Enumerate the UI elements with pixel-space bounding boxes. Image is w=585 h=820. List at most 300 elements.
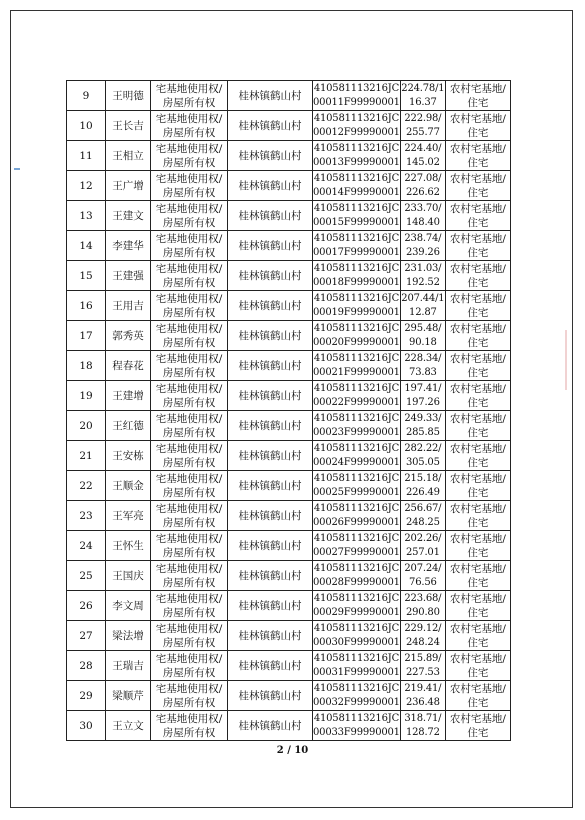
location-cell: [228, 681, 313, 711]
location-cell: [228, 141, 313, 171]
right-type-line: 房屋所有权: [162, 546, 216, 559]
row-number-cell: [67, 351, 106, 381]
land-use-cell: [445, 351, 510, 381]
table-row: [67, 441, 511, 471]
land-use-line: 农村宅基地/: [449, 652, 506, 665]
right-type-cell: [151, 591, 228, 621]
unit-code-line: 410581113216JC: [313, 142, 400, 154]
land-use-cell: [445, 141, 510, 171]
table-row: [67, 501, 511, 531]
land-use-line: 住宅: [467, 156, 489, 169]
location-line: 桂林镇鹤山村: [238, 89, 302, 102]
unit-code-cell: [313, 531, 401, 561]
unit-code-line: 410581113216JC: [313, 712, 400, 724]
unit-code-cell: [313, 291, 401, 321]
area-line: 224.40/: [404, 142, 442, 154]
right-type-cell: [151, 231, 228, 261]
owner-name-cell: [106, 171, 151, 201]
land-use-cell: [445, 621, 510, 651]
owner-name-line: 王长吉: [112, 119, 144, 132]
unit-code-cell: [313, 471, 401, 501]
land-use-cell: [445, 711, 510, 741]
row-number-line: 14: [79, 239, 93, 252]
right-type-line: 宅基地使用权/: [155, 142, 223, 155]
owner-name-line: 王建文: [112, 209, 144, 222]
owner-name-cell: [106, 471, 151, 501]
area-cell: [400, 351, 445, 381]
area-line: 222.98/: [404, 112, 442, 124]
row-number-line: 30: [79, 719, 93, 732]
table-row: [67, 291, 511, 321]
unit-code-line: 410581113216JC: [313, 82, 400, 94]
unit-code-line: 410581113216JC: [313, 172, 400, 184]
land-use-line: 农村宅基地/: [449, 532, 506, 545]
area-line: 148.40: [405, 216, 440, 228]
area-line: 233.70/: [404, 202, 442, 214]
owner-name-line: 王立文: [112, 719, 144, 732]
row-number-cell: [67, 381, 106, 411]
location-line: 桂林镇鹤山村: [238, 659, 302, 672]
area-line: 224.78/1: [401, 82, 445, 94]
area-cell: [400, 711, 445, 741]
unit-code-line: 00025F99990001: [313, 486, 400, 498]
row-number-cell: [67, 201, 106, 231]
table-row: [67, 261, 511, 291]
land-use-cell: [445, 531, 510, 561]
land-use-line: 农村宅基地/: [449, 442, 506, 455]
land-use-line: 住宅: [467, 456, 489, 469]
row-number-cell: [67, 141, 106, 171]
right-type-line: 宅基地使用权/: [155, 262, 223, 275]
location-line: 桂林镇鹤山村: [238, 719, 302, 732]
unit-code-line: 410581113216JC: [313, 382, 400, 394]
unit-code-line: 00029F99990001: [313, 606, 400, 618]
location-line: 桂林镇鹤山村: [238, 299, 302, 312]
owner-name-line: 王顺金: [112, 479, 144, 492]
unit-code-line: 00024F99990001: [313, 456, 400, 468]
unit-code-cell: [313, 621, 401, 651]
right-type-line: 宅基地使用权/: [155, 562, 223, 575]
unit-code-cell: [313, 261, 401, 291]
area-line: 227.53: [405, 666, 440, 678]
land-use-line: 农村宅基地/: [449, 412, 506, 425]
area-cell: [400, 141, 445, 171]
right-type-line: 宅基地使用权/: [155, 712, 223, 725]
area-cell: [400, 261, 445, 291]
land-use-cell: [445, 471, 510, 501]
table-row: [67, 381, 511, 411]
right-type-line: 宅基地使用权/: [155, 502, 223, 515]
area-line: 305.05: [405, 456, 440, 468]
area-cell: [400, 591, 445, 621]
table-row: [67, 171, 511, 201]
owner-name-line: 王军亮: [112, 509, 144, 522]
unit-code-cell: [313, 711, 401, 741]
land-use-cell: [445, 651, 510, 681]
row-number-line: 18: [79, 359, 93, 372]
area-line: 295.48/: [404, 322, 442, 334]
area-line: 207.44/1: [401, 292, 445, 304]
right-type-cell: [151, 291, 228, 321]
owner-name-line: 王建强: [112, 269, 144, 282]
unit-code-line: 00017F99990001: [313, 246, 400, 258]
row-number-line: 10: [79, 119, 93, 132]
unit-code-line: 00027F99990001: [313, 546, 400, 558]
right-type-line: 宅基地使用权/: [155, 232, 223, 245]
land-use-cell: [445, 441, 510, 471]
right-type-cell: [151, 681, 228, 711]
unit-code-line: 410581113216JC: [313, 592, 400, 604]
right-type-line: 宅基地使用权/: [155, 412, 223, 425]
owner-name-line: 王明德: [112, 89, 144, 102]
land-use-line: 住宅: [467, 636, 489, 649]
location-line: 桂林镇鹤山村: [238, 599, 302, 612]
owner-name-cell: [106, 591, 151, 621]
unit-code-cell: [313, 651, 401, 681]
area-line: 231.03/: [404, 262, 442, 274]
unit-code-line: 410581113216JC: [313, 562, 400, 574]
right-type-line: 房屋所有权: [162, 636, 216, 649]
land-use-line: 住宅: [467, 96, 489, 109]
right-type-line: 宅基地使用权/: [155, 352, 223, 365]
location-cell: [228, 591, 313, 621]
unit-code-cell: [313, 171, 401, 201]
right-type-cell: [151, 351, 228, 381]
land-use-cell: [445, 231, 510, 261]
owner-name-line: 郭秀英: [112, 329, 144, 342]
row-number-cell: [67, 681, 106, 711]
area-line: 285.85: [405, 426, 440, 438]
unit-code-line: 00022F99990001: [313, 396, 400, 408]
row-number-cell: [67, 591, 106, 621]
area-line: 229.12/: [404, 622, 442, 634]
right-type-line: 房屋所有权: [162, 426, 216, 439]
right-type-line: 房屋所有权: [162, 576, 216, 589]
location-cell: [228, 651, 313, 681]
area-line: 226.49: [405, 486, 440, 498]
land-use-line: 农村宅基地/: [449, 562, 506, 575]
row-number-cell: [67, 411, 106, 441]
row-number-line: 24: [79, 539, 93, 552]
right-type-line: 宅基地使用权/: [155, 592, 223, 605]
unit-code-line: 00023F99990001: [313, 426, 400, 438]
unit-code-line: 410581113216JC: [313, 652, 400, 664]
location-line: 桂林镇鹤山村: [238, 359, 302, 372]
area-line: 238.74/: [404, 232, 442, 244]
right-type-line: 房屋所有权: [162, 96, 216, 109]
right-type-line: 宅基地使用权/: [155, 382, 223, 395]
location-cell: [228, 321, 313, 351]
right-type-cell: [151, 141, 228, 171]
land-use-line: 住宅: [467, 696, 489, 709]
row-number-cell: [67, 651, 106, 681]
right-type-line: 宅基地使用权/: [155, 112, 223, 125]
land-use-line: 农村宅基地/: [449, 682, 506, 695]
row-number-line: 21: [79, 449, 93, 462]
red-stamp-edge: [565, 330, 581, 390]
right-type-line: 房屋所有权: [162, 126, 216, 139]
area-cell: [400, 561, 445, 591]
unit-code-line: 00032F99990001: [313, 696, 400, 708]
area-cell: [400, 411, 445, 441]
table-row: [67, 621, 511, 651]
right-type-line: 宅基地使用权/: [155, 442, 223, 455]
land-use-line: 住宅: [467, 216, 489, 229]
area-line: 202.26/: [404, 532, 442, 544]
area-line: 145.02: [405, 156, 440, 168]
owner-name-cell: [106, 561, 151, 591]
unit-code-line: 410581113216JC: [313, 622, 400, 634]
owner-name-cell: [106, 81, 151, 111]
unit-code-cell: [313, 81, 401, 111]
land-use-line: 住宅: [467, 246, 489, 259]
land-use-line: 住宅: [467, 426, 489, 439]
owner-name-line: 李文周: [112, 599, 144, 612]
owner-name-cell: [106, 381, 151, 411]
location-line: 桂林镇鹤山村: [238, 149, 302, 162]
right-type-line: 房屋所有权: [162, 276, 216, 289]
land-use-line: 住宅: [467, 516, 489, 529]
area-line: 249.33/: [404, 412, 442, 424]
location-cell: [228, 81, 313, 111]
location-line: 桂林镇鹤山村: [238, 329, 302, 342]
row-number-line: 16: [79, 299, 93, 312]
area-line: 290.80: [405, 606, 440, 618]
area-cell: [400, 291, 445, 321]
unit-code-line: 00019F99990001: [313, 306, 400, 318]
area-line: 236.48: [405, 696, 440, 708]
unit-code-cell: [313, 111, 401, 141]
land-use-line: 住宅: [467, 336, 489, 349]
land-use-cell: [445, 681, 510, 711]
unit-code-cell: [313, 201, 401, 231]
area-line: 76.56: [409, 576, 437, 588]
location-line: 桂林镇鹤山村: [238, 449, 302, 462]
table-row: [67, 351, 511, 381]
land-use-line: 住宅: [467, 186, 489, 199]
location-cell: [228, 531, 313, 561]
right-type-line: 房屋所有权: [162, 456, 216, 469]
row-number-line: 12: [79, 179, 93, 192]
right-type-cell: [151, 261, 228, 291]
owner-name-line: 王广增: [112, 179, 144, 192]
land-use-line: 农村宅基地/: [449, 292, 506, 305]
area-cell: [400, 381, 445, 411]
land-use-line: 住宅: [467, 726, 489, 739]
location-line: 桂林镇鹤山村: [238, 479, 302, 492]
row-number-line: 29: [79, 689, 93, 702]
registration-table-body: [67, 81, 511, 741]
land-use-cell: [445, 171, 510, 201]
area-line: 282.22/: [404, 442, 442, 454]
right-type-line: 房屋所有权: [162, 306, 216, 319]
location-cell: [228, 351, 313, 381]
unit-code-cell: [313, 141, 401, 171]
owner-name-cell: [106, 411, 151, 441]
owner-name-cell: [106, 351, 151, 381]
location-cell: [228, 501, 313, 531]
owner-name-cell: [106, 261, 151, 291]
land-use-line: 住宅: [467, 126, 489, 139]
location-cell: [228, 171, 313, 201]
unit-code-cell: [313, 441, 401, 471]
right-type-cell: [151, 321, 228, 351]
table-row: [67, 591, 511, 621]
right-type-cell: [151, 711, 228, 741]
row-number-line: 15: [79, 269, 93, 282]
owner-name-line: 王用吉: [112, 299, 144, 312]
land-use-line: 住宅: [467, 486, 489, 499]
location-line: 桂林镇鹤山村: [238, 689, 302, 702]
land-use-line: 住宅: [467, 276, 489, 289]
table-row: [67, 651, 511, 681]
right-type-line: 房屋所有权: [162, 156, 216, 169]
area-cell: [400, 501, 445, 531]
row-number-cell: [67, 621, 106, 651]
location-cell: [228, 621, 313, 651]
unit-code-line: 00020F99990001: [313, 336, 400, 348]
land-use-line: 农村宅基地/: [449, 112, 506, 125]
owner-name-cell: [106, 291, 151, 321]
row-number-line: 19: [79, 389, 93, 402]
right-type-line: 宅基地使用权/: [155, 292, 223, 305]
row-number-line: 22: [79, 479, 93, 492]
right-type-line: 宅基地使用权/: [155, 532, 223, 545]
unit-code-line: 410581113216JC: [313, 502, 400, 514]
owner-name-line: 王建增: [112, 389, 144, 402]
table-row: [67, 81, 511, 111]
right-type-line: 宅基地使用权/: [155, 682, 223, 695]
right-type-line: 房屋所有权: [162, 246, 216, 259]
location-line: 桂林镇鹤山村: [238, 119, 302, 132]
row-number-line: 27: [79, 629, 93, 642]
row-number-cell: [67, 561, 106, 591]
owner-name-cell: [106, 621, 151, 651]
owner-name-cell: [106, 231, 151, 261]
right-type-line: 宅基地使用权/: [155, 622, 223, 635]
land-use-line: 住宅: [467, 606, 489, 619]
row-number-line: 23: [79, 509, 93, 522]
row-number-line: 13: [79, 209, 93, 222]
land-use-line: 住宅: [467, 396, 489, 409]
table-row: [67, 141, 511, 171]
area-cell: [400, 651, 445, 681]
area-cell: [400, 111, 445, 141]
area-line: 227.08/: [404, 172, 442, 184]
area-line: 228.34/: [404, 352, 442, 364]
area-line: 207.24/: [404, 562, 442, 574]
land-use-line: 农村宅基地/: [449, 82, 506, 95]
location-line: 桂林镇鹤山村: [238, 419, 302, 432]
land-use-cell: [445, 591, 510, 621]
owner-name-line: 王安栋: [112, 449, 144, 462]
right-type-cell: [151, 201, 228, 231]
right-type-cell: [151, 561, 228, 591]
unit-code-line: 00026F99990001: [313, 516, 400, 528]
land-use-line: 住宅: [467, 666, 489, 679]
unit-code-line: 410581113216JC: [313, 262, 400, 274]
land-use-line: 农村宅基地/: [449, 382, 506, 395]
land-use-line: 农村宅基地/: [449, 502, 506, 515]
unit-code-line: 00031F99990001: [313, 666, 400, 678]
land-use-line: 农村宅基地/: [449, 142, 506, 155]
right-type-line: 宅基地使用权/: [155, 82, 223, 95]
row-number-line: 9: [82, 89, 90, 102]
table-row: [67, 561, 511, 591]
right-type-line: 房屋所有权: [162, 486, 216, 499]
table-row: [67, 531, 511, 561]
area-cell: [400, 681, 445, 711]
owner-name-line: 梁顺芹: [112, 689, 144, 702]
unit-code-line: 410581113216JC: [313, 472, 400, 484]
location-line: 桂林镇鹤山村: [238, 539, 302, 552]
row-number-line: 28: [79, 659, 93, 672]
owner-name-cell: [106, 201, 151, 231]
right-type-line: 宅基地使用权/: [155, 202, 223, 215]
unit-code-line: 410581113216JC: [313, 442, 400, 454]
land-use-cell: [445, 261, 510, 291]
location-cell: [228, 291, 313, 321]
area-line: 197.41/: [404, 382, 442, 394]
land-use-cell: [445, 501, 510, 531]
owner-name-cell: [106, 141, 151, 171]
owner-name-line: 王瑞吉: [112, 659, 144, 672]
owner-name-line: 王红德: [112, 419, 144, 432]
row-number-cell: [67, 231, 106, 261]
unit-code-line: 410581113216JC: [313, 232, 400, 244]
row-number-cell: [67, 171, 106, 201]
unit-code-cell: [313, 381, 401, 411]
owner-name-cell: [106, 321, 151, 351]
area-line: 248.24: [405, 636, 440, 648]
right-type-line: 房屋所有权: [162, 726, 216, 739]
area-line: 248.25: [405, 516, 440, 528]
unit-code-line: 00028F99990001: [313, 576, 400, 588]
row-number-cell: [67, 501, 106, 531]
unit-code-line: 00012F99990001: [313, 126, 400, 138]
right-type-line: 房屋所有权: [162, 336, 216, 349]
unit-code-cell: [313, 351, 401, 381]
location-cell: [228, 711, 313, 741]
location-cell: [228, 561, 313, 591]
right-type-line: 房屋所有权: [162, 516, 216, 529]
land-use-cell: [445, 381, 510, 411]
owner-name-cell: [106, 681, 151, 711]
owner-name-line: 王相立: [112, 149, 144, 162]
land-use-line: 农村宅基地/: [449, 592, 506, 605]
area-line: 239.26: [405, 246, 440, 258]
owner-name-line: 程春花: [112, 359, 144, 372]
table-row: [67, 231, 511, 261]
unit-code-line: 410581113216JC: [313, 112, 400, 124]
location-line: 桂林镇鹤山村: [238, 509, 302, 522]
location-cell: [228, 201, 313, 231]
owner-name-cell: [106, 441, 151, 471]
row-number-cell: [67, 441, 106, 471]
row-number-cell: [67, 291, 106, 321]
area-cell: [400, 531, 445, 561]
row-number-line: 17: [79, 329, 93, 342]
right-type-cell: [151, 531, 228, 561]
area-line: 90.18: [409, 336, 437, 348]
owner-name-line: 王国庆: [112, 569, 144, 582]
location-cell: [228, 111, 313, 141]
row-number-cell: [67, 531, 106, 561]
unit-code-cell: [313, 411, 401, 441]
unit-code-line: 00013F99990001: [313, 156, 400, 168]
right-type-line: 房屋所有权: [162, 216, 216, 229]
land-use-line: 住宅: [467, 546, 489, 559]
